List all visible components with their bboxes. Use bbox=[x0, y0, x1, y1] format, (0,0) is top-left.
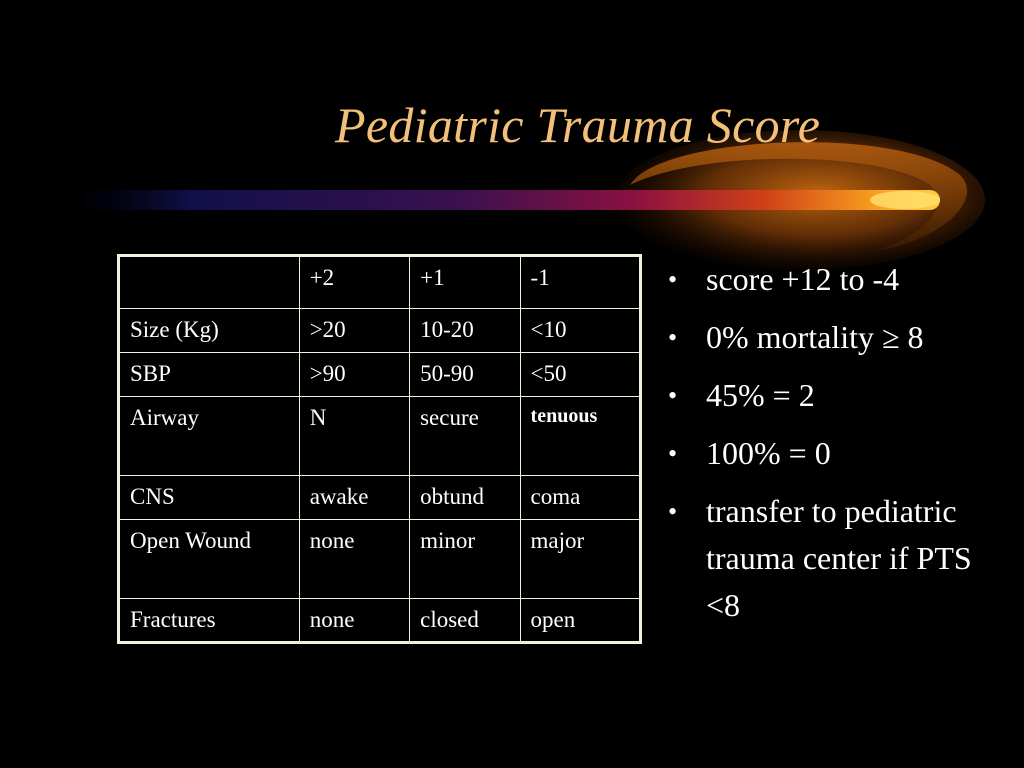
table-cell: Size (Kg) bbox=[119, 309, 300, 353]
table-cell: major bbox=[520, 520, 640, 599]
table-cell: <10 bbox=[520, 309, 640, 353]
table-cell: <50 bbox=[520, 353, 640, 397]
list-item-text: transfer to pediatric trauma center if PTS <8 bbox=[706, 493, 972, 623]
table-header-row bbox=[119, 256, 641, 309]
bullet-icon: • bbox=[668, 439, 678, 468]
table-cell: none bbox=[299, 520, 409, 599]
table-row bbox=[119, 476, 641, 520]
table-cell: minor bbox=[410, 520, 520, 599]
bullet-icon: • bbox=[668, 265, 678, 294]
table-row bbox=[119, 599, 641, 643]
table-cell: >20 bbox=[299, 309, 409, 353]
list-item bbox=[668, 314, 1008, 361]
list-item-text: 0% mortality ≥ 8 bbox=[706, 319, 924, 355]
table-cell: CNS bbox=[119, 476, 300, 520]
table-cell: open bbox=[520, 599, 640, 643]
table-cell: N bbox=[299, 397, 409, 476]
table-cell: obtund bbox=[410, 476, 520, 520]
table-row bbox=[119, 353, 641, 397]
list-item-text: score +12 to -4 bbox=[706, 261, 900, 297]
table-header-cell: -1 bbox=[520, 256, 640, 309]
table-cell: Open Wound bbox=[119, 520, 300, 599]
table-cell: SBP bbox=[119, 353, 300, 397]
table-cell: Fractures bbox=[119, 599, 300, 643]
bullet-list bbox=[668, 256, 1008, 640]
list-item bbox=[668, 488, 1008, 629]
list-item bbox=[668, 256, 1008, 303]
table-cell: none bbox=[299, 599, 409, 643]
table-cell: awake bbox=[299, 476, 409, 520]
bullet-icon: • bbox=[668, 323, 678, 352]
list-item bbox=[668, 372, 1008, 419]
table-row bbox=[119, 309, 641, 353]
table-header-cell: +2 bbox=[299, 256, 409, 309]
bullet-icon: • bbox=[668, 381, 678, 410]
bullet-icon: • bbox=[668, 497, 678, 526]
table-cell: secure bbox=[410, 397, 520, 476]
table-cell: tenuous bbox=[520, 397, 640, 476]
gradient-stripe bbox=[60, 190, 940, 210]
table-cell: 50-90 bbox=[410, 353, 520, 397]
list-item-text: 45% = 2 bbox=[706, 377, 815, 413]
table-cell: coma bbox=[520, 476, 640, 520]
page-title: Pediatric Trauma Score bbox=[335, 97, 821, 153]
table-cell: Airway bbox=[119, 397, 300, 476]
stripe-highlight bbox=[870, 191, 940, 209]
table-row bbox=[119, 520, 641, 599]
table-cell: >90 bbox=[299, 353, 409, 397]
table-cell: closed bbox=[410, 599, 520, 643]
table-cell: 10-20 bbox=[410, 309, 520, 353]
list-item bbox=[668, 430, 1008, 477]
table-header-cell bbox=[119, 256, 300, 309]
list-item-text: 100% = 0 bbox=[706, 435, 831, 471]
table-row bbox=[119, 397, 641, 476]
table-header-cell: +1 bbox=[410, 256, 520, 309]
trauma-score-table bbox=[117, 254, 642, 644]
